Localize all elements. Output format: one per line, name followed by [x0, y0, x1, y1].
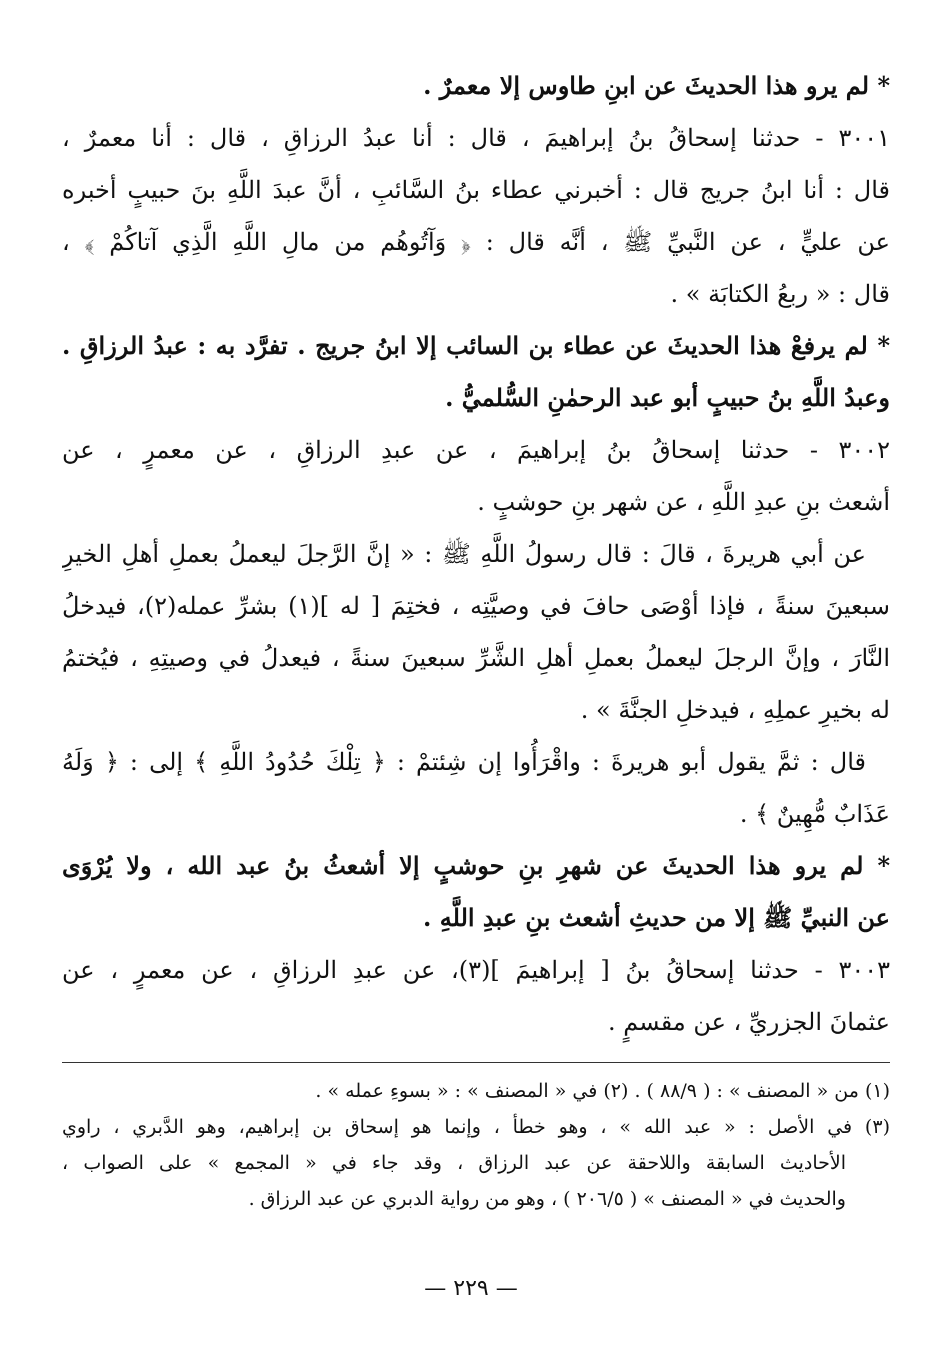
footnote-line: (٣) في الأصل : « عبد الله » ، وهو خطأ ، وإنما هو إسحاق بن إبراهيم، وهو الدَّبري ، راوي — [62, 1116, 890, 1138]
hadith-3002-line: ٣٠٠٢ - حدثنا إسحاقُ بنُ إبراهيمَ ، عن عبدِ الرزاقِ ، عن معمرٍ ، عن — [62, 436, 890, 464]
commentary-line: * لم يرو هذا الحديثَ عن شهرِ بنِ حوشبٍ إلا أشعثُ بنُ عبد الله ، ولا يُرْوَى — [62, 851, 890, 880]
hadith-line: سبعينَ سنةً ، فإذا أوْصَى حافَ في وصيَّتِه ، فختِمَ [ له ](١) بشرِّ عمله(٢)، فيدخلُ — [62, 592, 890, 620]
footnote-line: الأحاديث السابقة واللاحقة عن عبد الرزاق ، وقد جاء في « المجمع » على الصواب ، — [62, 1152, 846, 1174]
hadith-3003-line: ٣٠٠٣ - حدثنا إسحاقُ بنُ [ إبراهيمَ ](٣)، عن عبدِ الرزاقِ ، عن معمرٍ ، عن — [62, 956, 890, 984]
commentary-line: عن النبيِّ ﷺ إلا من حديثِ أشعث بنِ عبدِ اللَّهِ . — [423, 903, 890, 932]
footnote-separator — [62, 1062, 890, 1063]
footnote-line: والحديث في « المصنف » ( ٢٠٦/٥ ) ، وهو من رواية الدبري عن عبد الرزاق . — [248, 1188, 846, 1210]
page-number: — ٢٢٩ — — [424, 1276, 518, 1301]
hadith-line: عثمانَ الجزريِّ ، عن مقسمٍ . — [608, 1008, 890, 1036]
hadith-line: عن أبي هريرةَ ، قالَ : قال رسولُ اللَّهِ ﷺ : « إنَّ الرَّجلَ ليعملُ بعملِ أهلِ الخيرِ — [62, 540, 866, 568]
commentary-line: * لم يرو هذا الحديثَ عن ابنِ طاوس إلا معمرٌ . — [423, 71, 890, 100]
hadith-line: عن عليٍّ ، عن النَّبيِّ ﷺ ، أنَّه قال : ﴿ وَآتُوهُم من مالِ اللَّهِ الَّذِي آتاكُمْ ﴾ ، — [62, 228, 890, 256]
hadith-line: النَّارَ ، وإنَّ الرجلَ ليعملُ بعملِ أهلِ الشَّرِّ سبعينَ سنةً ، فيعدلُ في وصيتِهِ ، فيُختمُ — [62, 644, 890, 672]
hadith-line: عَذَابٌ مُّهِينٌ ﴾ . — [739, 800, 890, 828]
commentary-line: وعبدُ اللَّهِ بنُ حبيبٍ أبو عبد الرحمٰنِ السُّلميُّ . — [445, 383, 890, 412]
hadith-line: أشعث بنِ عبدِ اللَّهِ ، عن شهر بنِ حوشبٍ . — [477, 488, 890, 516]
hadith-line: له بخيرِ عملِهِ ، فيدخلِ الجنَّةَ » . — [580, 696, 890, 724]
footnote-line: (١) من « المصنف » : ( ٨٨/٩ ) . (٢) في « المصنف » : « بسوءِ عمله » . — [315, 1080, 890, 1102]
hadith-line: قال : أنا ابنُ جريج قال : أخبرني عطاء بنُ السَّائبِ ، أنَّ عبدَ اللَّهِ بنَ حبيبٍ أخبره — [62, 176, 890, 204]
hadith-3001-line: ٣٠٠١ - حدثنا إسحاقُ بنُ إبراهيمَ ، قال : أنا عبدُ الرزاقِ ، قال : أنا معمرٌ ، — [62, 124, 890, 152]
hadith-line: قال : « ربعُ الكتابَة » . — [670, 280, 890, 308]
hadith-line: قال : ثمَّ يقول أبو هريرةَ : واقْرَأُوا إن شِئتمْ : ﴿ تِلْكَ حُدُودُ اللَّهِ ﴾ إلى : ﴿ وَلَهُ — [62, 748, 866, 776]
commentary-line: * لم يرفعْ هذا الحديثَ عن عطاء بن السائب إلا ابنُ جريج . تفرَّد به : عبدُ الرزاقِ . — [62, 331, 890, 360]
